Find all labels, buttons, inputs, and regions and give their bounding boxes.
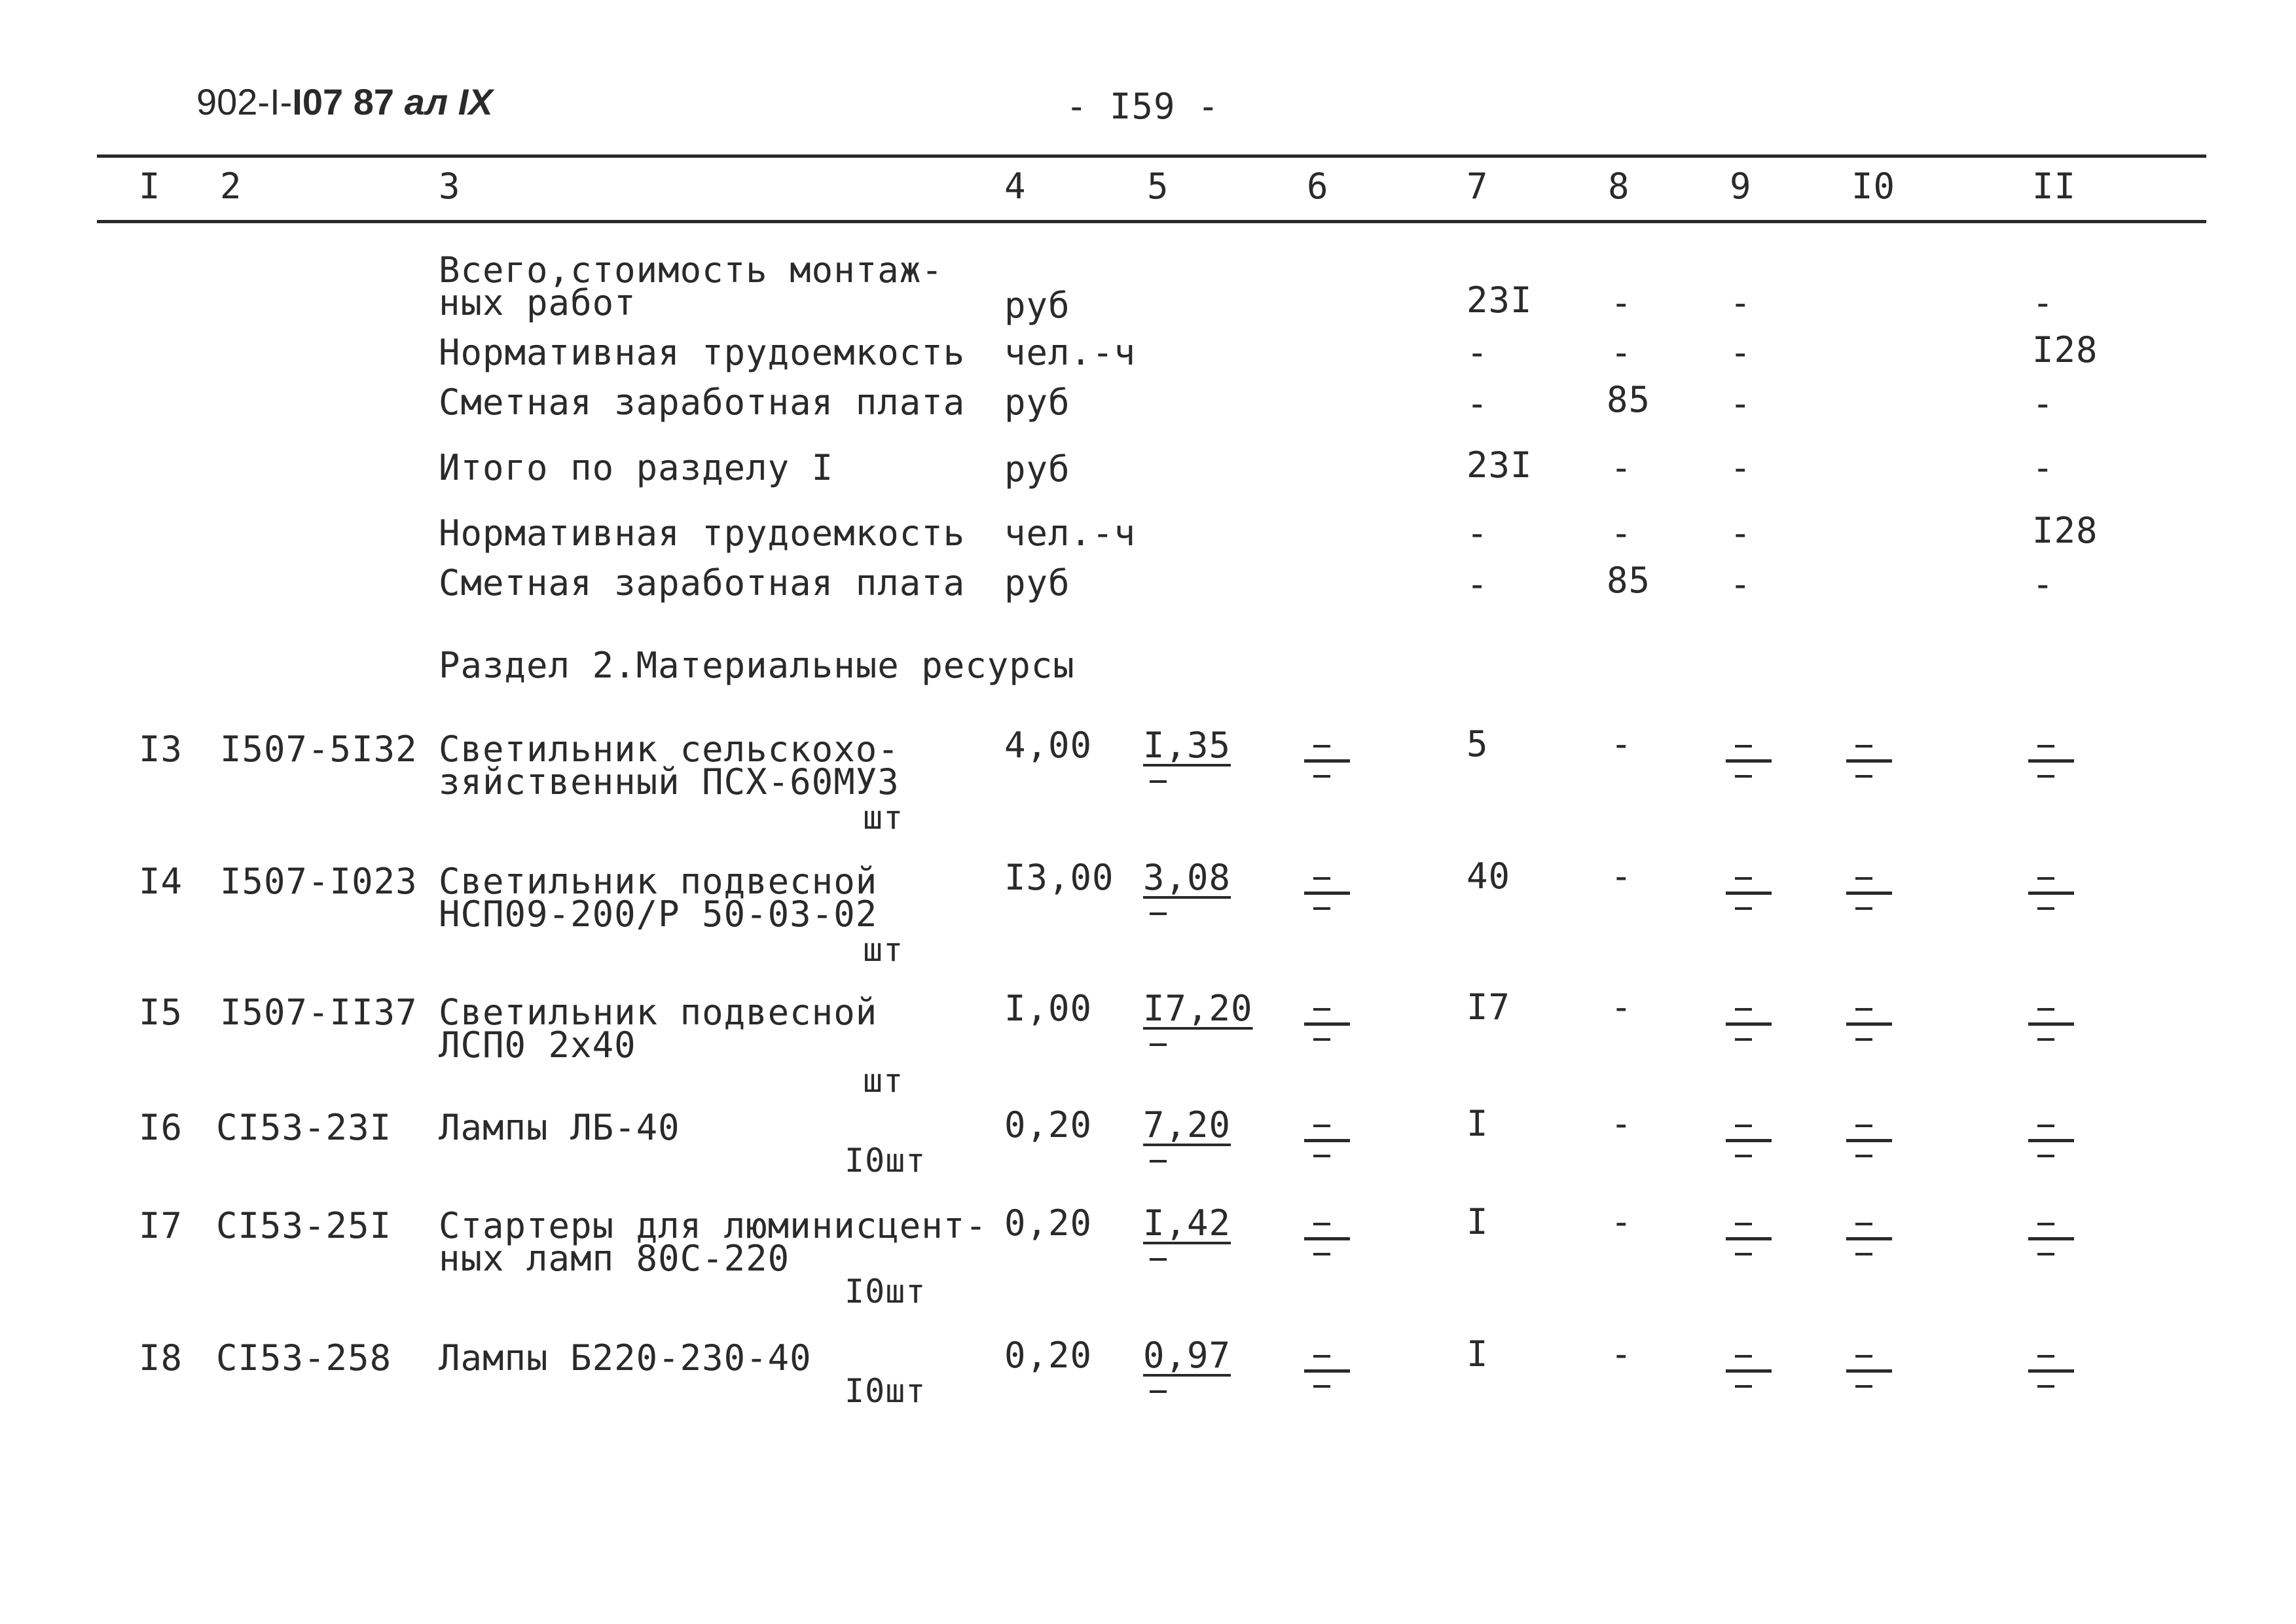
summary-total-label: Всего,стоимость монтаж- [439, 249, 943, 291]
labor2-col9: - [1730, 513, 1752, 554]
row-col8: - [1611, 1333, 1633, 1375]
summary-total-label-cont: ных работ [439, 282, 636, 323]
table-header-rule [97, 220, 2206, 223]
row-name: Лампы Б220-230-40 [439, 1337, 812, 1379]
row-name: Светильник подвесной [439, 992, 878, 1033]
labor-col8: - [1611, 332, 1633, 373]
row-col8: - [1611, 1201, 1633, 1242]
price-dash [1150, 1043, 1167, 1046]
column-header: 7 [1467, 166, 1489, 207]
wage2-col11: - [2032, 564, 2054, 605]
wage-col9: - [1730, 383, 1752, 424]
section-total-col8: - [1611, 447, 1633, 488]
column-header: 5 [1147, 166, 1169, 207]
fraction-dash-mark [2028, 1119, 2074, 1172]
row-quantity: 0,20 [1004, 1202, 1093, 1244]
wage2-unit: руб [1004, 562, 1070, 604]
fraction-dash-mark [1846, 1003, 1892, 1055]
column-header: II [2032, 166, 2077, 207]
row-quantity: 0,20 [1004, 1104, 1093, 1146]
summary-total-col9: - [1730, 282, 1752, 323]
wage-col7: - [1467, 383, 1489, 424]
row-quantity: I,00 [1004, 988, 1093, 1029]
fraction-dash-mark [2028, 1003, 2074, 1055]
price-dash [1150, 912, 1167, 915]
row-number: I7 [139, 1205, 183, 1246]
column-header: I0 [1851, 166, 1896, 207]
column-header: I [139, 166, 161, 207]
row-code: I507-I023 [220, 861, 418, 902]
wage-label: Сметная заработная плата [439, 382, 966, 423]
column-header: 4 [1004, 166, 1027, 207]
row-unit: I0шт [845, 1272, 926, 1310]
labor2-col7: - [1467, 513, 1489, 554]
column-header: 2 [220, 166, 242, 207]
price-dash [1150, 1258, 1167, 1261]
row-col8: - [1611, 856, 1633, 897]
fraction-dash-mark [1726, 1218, 1772, 1270]
row-price: I,35 [1143, 725, 1231, 766]
wage-col8: 85 [1607, 379, 1651, 420]
fraction-dash-mark [1304, 1350, 1350, 1402]
row-col7: I [1467, 1103, 1489, 1144]
row-price: 0,97 [1143, 1335, 1231, 1376]
row-col8: - [1611, 986, 1633, 1028]
wage2-col9: - [1730, 564, 1752, 605]
labor-col7: - [1467, 332, 1489, 373]
row-col8: - [1611, 723, 1633, 765]
page-number: - I59 - [1066, 86, 1220, 127]
row-col8: - [1611, 1103, 1633, 1144]
row-name: Светильник подвесной [439, 861, 878, 902]
fraction-dash-mark [1846, 1350, 1892, 1402]
labor-label: Нормативная трудоемкость [439, 332, 966, 373]
row-number: I6 [139, 1107, 183, 1148]
row-col7: I7 [1467, 986, 1511, 1028]
fraction-dash-mark [1304, 1218, 1350, 1270]
row-name-cont: ных ламп 80С-220 [439, 1238, 790, 1279]
row-price: I,42 [1143, 1202, 1231, 1244]
row-name: Лампы ЛБ-40 [439, 1107, 680, 1148]
section-total-col9: - [1730, 447, 1752, 488]
labor2-unit: чел.-ч [1004, 513, 1137, 554]
summary-total-col8: - [1611, 282, 1633, 323]
wage-unit: руб [1004, 382, 1070, 423]
labor2-label: Нормативная трудоемкость [439, 513, 966, 554]
table-top-rule [97, 154, 2206, 158]
row-number: I3 [139, 729, 183, 770]
row-code: I507-5I32 [220, 729, 418, 770]
fraction-dash-mark [1726, 740, 1772, 792]
row-code: СI53-258 [216, 1337, 392, 1379]
row-quantity: 4,00 [1004, 725, 1093, 766]
row-number: I5 [139, 992, 183, 1033]
fraction-dash-mark [1726, 1119, 1772, 1172]
fraction-dash-mark [2028, 740, 2074, 792]
row-unit: шт [863, 931, 904, 969]
wage2-col7: - [1467, 564, 1489, 605]
column-header: 8 [1608, 166, 1630, 207]
labor2-col11: I28 [2032, 510, 2098, 551]
row-col7: I [1467, 1333, 1489, 1375]
fraction-dash-mark [2028, 1350, 2074, 1402]
section-total-col7: 23I [1467, 444, 1533, 486]
section-total-col11: - [2032, 447, 2054, 488]
fraction-dash-mark [1304, 740, 1350, 792]
summary-total-unit: руб [1004, 285, 1070, 326]
row-price: 7,20 [1143, 1104, 1231, 1146]
fraction-dash-mark [1846, 1119, 1892, 1172]
row-name-cont: ЛСП0 2х40 [439, 1024, 636, 1066]
section-2-title: Раздел 2.Материальные ресурсы [439, 645, 1075, 686]
fraction-dash-mark [1726, 1350, 1772, 1402]
row-number: I8 [139, 1337, 183, 1379]
fraction-dash-mark [1726, 872, 1772, 924]
column-header: 6 [1307, 166, 1329, 207]
labor2-col8: - [1611, 513, 1633, 554]
row-unit: I0шт [845, 1142, 926, 1180]
row-unit: шт [863, 799, 904, 837]
row-unit: I0шт [845, 1372, 926, 1410]
row-price: I7,20 [1143, 988, 1253, 1029]
row-code: СI53-23I [216, 1107, 392, 1148]
fraction-dash-mark [2028, 872, 2074, 924]
fraction-dash-mark [1846, 1218, 1892, 1270]
row-quantity: I3,00 [1004, 857, 1114, 898]
row-number: I4 [139, 861, 183, 902]
fraction-dash-mark [1846, 740, 1892, 792]
fraction-dash-mark [1304, 1119, 1350, 1172]
wage2-col8: 85 [1607, 560, 1651, 601]
wage-col11: - [2032, 383, 2054, 424]
row-name-cont: НСП09-200/Р 50-03-02 [439, 893, 878, 935]
row-quantity: 0,20 [1004, 1335, 1093, 1376]
labor-col9: - [1730, 332, 1752, 373]
row-col7: 40 [1467, 856, 1511, 897]
fraction-dash-mark [2028, 1218, 2074, 1270]
fraction-dash-mark [1726, 1003, 1772, 1055]
row-price: 3,08 [1143, 857, 1231, 898]
summary-total-col7: 23I [1467, 280, 1533, 321]
column-header: 3 [439, 166, 461, 207]
price-dash [1150, 1390, 1167, 1393]
summary-total-col11: - [2032, 282, 2054, 323]
price-dash [1150, 780, 1167, 783]
row-code: I507-II37 [220, 992, 418, 1033]
document-code: 902-I-I07 87 ал IX [196, 81, 493, 122]
wage2-label: Сметная заработная плата [439, 562, 966, 604]
row-name-cont: зяйственный ПСХ-60МУЗ [439, 761, 900, 803]
fraction-dash-mark [1304, 872, 1350, 924]
fraction-dash-mark [1846, 872, 1892, 924]
price-dash [1150, 1160, 1167, 1163]
section-total-unit: руб [1004, 448, 1070, 490]
row-col7: I [1467, 1201, 1489, 1242]
section-total-label: Итого по разделу I [439, 447, 834, 488]
labor-unit: чел.-ч [1004, 332, 1137, 373]
row-unit: шт [863, 1062, 904, 1100]
column-header: 9 [1730, 166, 1752, 207]
row-col7: 5 [1467, 723, 1489, 765]
labor-col11: I28 [2032, 329, 2098, 370]
row-name: Светильник сельскохо- [439, 729, 900, 770]
row-name: Стартеры для люминисцент- [439, 1205, 987, 1246]
row-code: СI53-25I [216, 1205, 392, 1246]
fraction-dash-mark [1304, 1003, 1350, 1055]
